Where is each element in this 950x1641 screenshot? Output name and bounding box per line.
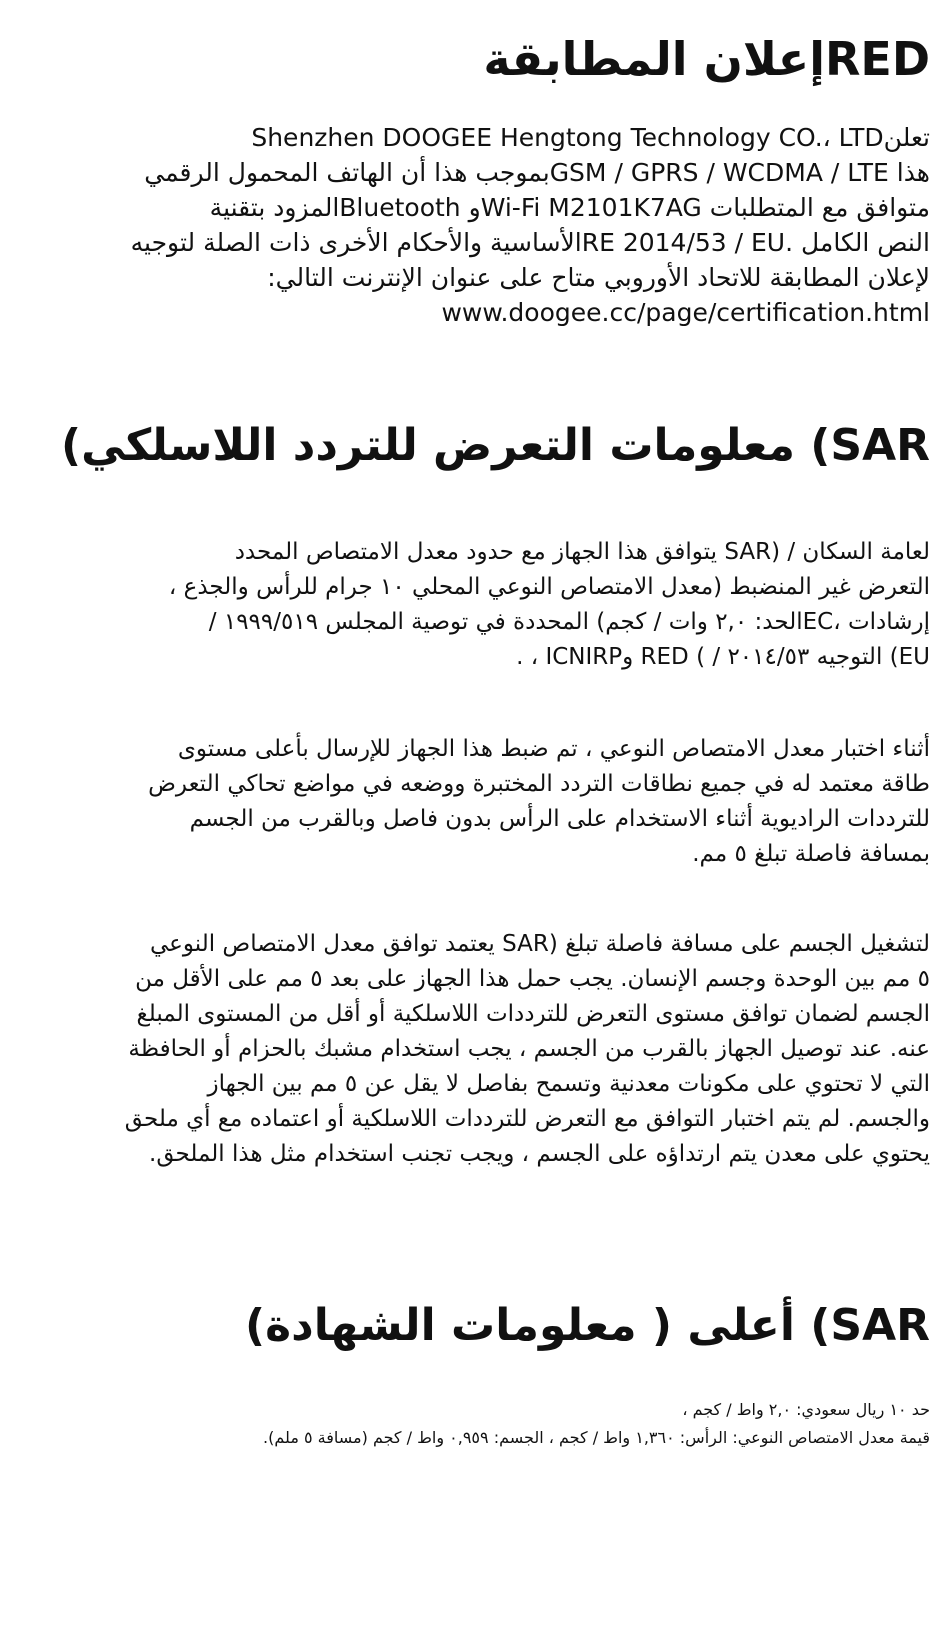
sar-limits-paragraph	[10, 535, 930, 675]
red-declaration-paragraph	[10, 120, 930, 330]
sar-testing-line-3: للترددات الراديوية أثناء الاستخدام على الرأس بدون فاصل وبالقرب من الجسم	[189, 806, 930, 832]
sar-testing-line-1: أثناء اختبار معدل الامتصاص النوعي ، تم ضبط هذا الجهاز للإرسال بأعلى مستوى	[177, 736, 930, 762]
body-worn-line-7: يحتوي على معدن يتم ارتداؤه على الجسم ، ويجب تجنب استخدام مثل هذا الملحق.	[149, 1141, 930, 1167]
body-worn-line-2: ٥ مم بين الوحدة وجسم الإنسان. يجب حمل هذا الجهاز على بعد ٥ مم على الأقل من	[135, 966, 930, 992]
sar-limits-line-4: EU) التوجيه ٢٠١٤/٥٣ / ) RED وICNIRP ، .	[516, 644, 930, 670]
sar-info-heading: SAR) معلومات التعرض للتردد اللاسلكي)	[60, 420, 930, 471]
red-line-4: النص الكامل .RE 2014/53 / EUالأساسية والأحكام الأخرى ذات الصلة لتوجيه	[130, 228, 930, 257]
red-line-2: هذا GSM / GPRS / WCDMA / LTEبموجب هذا أن الهاتف المحمول الرقمي	[144, 158, 930, 187]
body-worn-line-1: لتشغيل الجسم على مسافة فاصلة تبلغ (SAR يعتمد توافق معدل الامتصاص النوعي	[150, 931, 930, 957]
sar-limit-line: حد ١٠ ريال سعودي: ٢,٠ واط / كجم ،	[682, 1400, 930, 1419]
sar-testing-line-4: بمسافة فاصلة تبلغ ٥ مم.	[692, 841, 930, 867]
red-line-5: لإعلان المطابقة للاتحاد الأوروبي متاح على عنوان الإنترنت التالي:	[267, 263, 930, 292]
certification-url: www.doogee.cc/page/certification.html	[441, 298, 930, 327]
body-worn-paragraph	[10, 927, 930, 1172]
red-line-1: تعلنShenzhen DOOGEE Hengtong Technology CO.، LTD	[251, 123, 930, 152]
body-worn-line-5: التي لا تحتوي على مكونات معدنية وتسمح بفاصل لا يقل عن ٥ مم بين الجهاز	[207, 1071, 930, 1097]
certification-heading: SAR) أعلى ( معلومات الشهادة)	[245, 1300, 930, 1351]
certification-values	[10, 1396, 930, 1452]
sar-limits-line-3: إرشادات ،ECالحد: ٢,٠ وات / كجم) المحددة في توصية المجلس ١٩٩٩/٥١٩ /	[208, 609, 930, 635]
red-declaration-heading: REDإعلان المطابقة	[483, 32, 930, 86]
sar-testing-line-2: طاقة معتمد له في جميع نطاقات التردد المختبرة ووضعه في مواضع تحاكي التعرض	[148, 771, 930, 797]
body-worn-line-3: الجسم لضمان توافق مستوى التعرض للترددات اللاسلكية أو أقل من المستوى المبلغ	[136, 1001, 930, 1027]
body-worn-line-4: عنه. عند توصيل الجهاز بالقرب من الجسم ، يجب استخدام مشبك بالحزام أو الحافظة	[128, 1036, 930, 1062]
sar-limits-line-2: التعرض غير المنضبط (معدل الامتصاص النوعي المحلي ١٠ جرام للرأس والجذع ،	[168, 574, 930, 600]
sar-values-line: قيمة معدل الامتصاص النوعي: الرأس: ١,٣٦٠ واط / كجم ، الجسم: ٠,٩٥٩ واط / كجم (مسافة ٥ ملم).	[263, 1428, 930, 1447]
sar-testing-paragraph	[10, 732, 930, 872]
sar-limits-line-1: لعامة السكان / (SAR يتوافق هذا الجهاز مع حدود معدل الامتصاص المحدد	[234, 539, 930, 565]
red-line-3: متوافق مع المتطلبات Wi-Fi M2101K7AGو Bluetoothالمزود بتقنية	[209, 193, 930, 222]
body-worn-line-6: والجسم. لم يتم اختبار التوافق مع التعرض للترددات اللاسلكية أو اعتماده مع أي ملحق	[124, 1106, 930, 1132]
